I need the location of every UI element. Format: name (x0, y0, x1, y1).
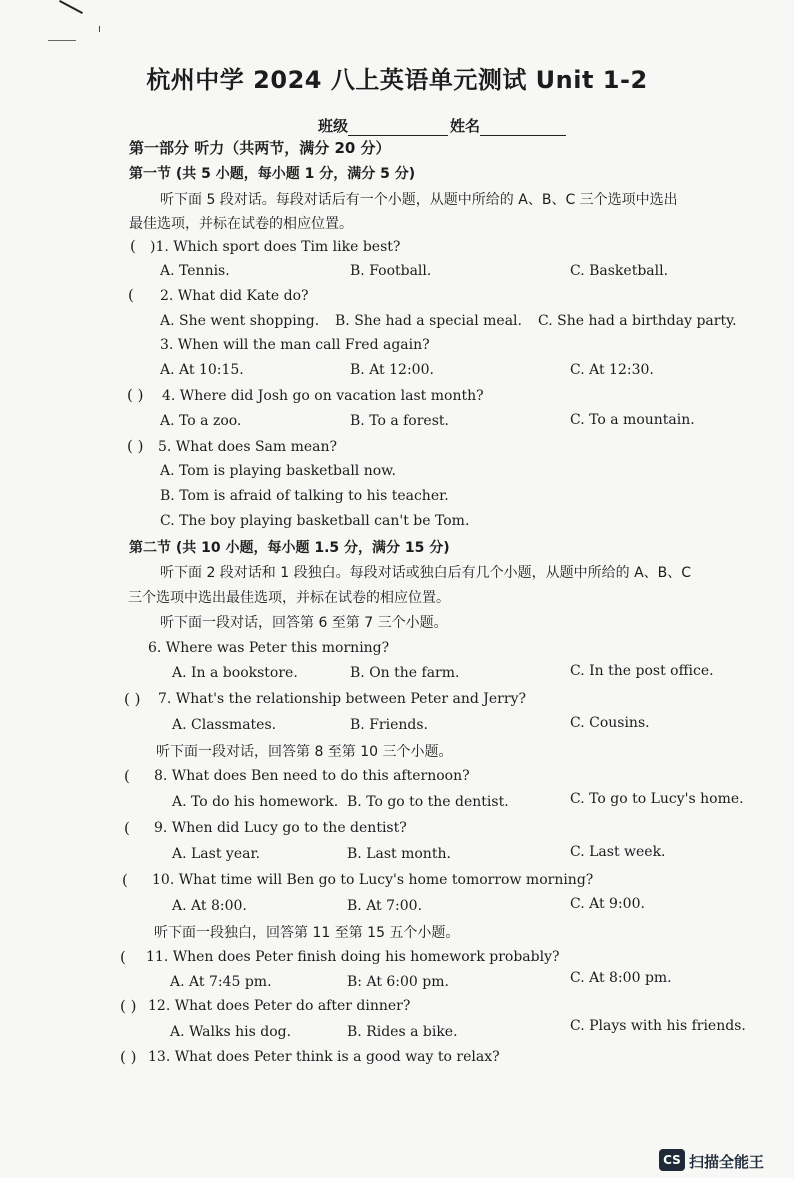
answer-paren[interactable]: ( (128, 286, 134, 304)
section1-instruction-1: 听下面 5 段对话。每段对话后有一个小题，从题中所给的 A、B、C 三个选项中选出 (160, 192, 678, 208)
question-4: 4. Where did Josh go on vacation last month? (162, 388, 484, 404)
dialog2-note: 听下面一段对话，回答第 8 至第 10 三个小题。 (156, 744, 453, 760)
q4-option-a: A. To a zoo. (160, 413, 242, 429)
q12-option-a: A. Walks his dog. (170, 1024, 292, 1040)
name-blank[interactable] (480, 119, 566, 136)
question-8: 8. What does Ben need to do this afternoon? (154, 768, 470, 784)
section1-instruction-2: 最佳选项，并标在试卷的相应位置。 (129, 216, 353, 232)
camscanner-logo-icon: CS (659, 1149, 685, 1171)
q1-option-a: A. Tennis. (160, 263, 230, 279)
q5-option-c: C. The boy playing basketball can't be Tom. (160, 513, 470, 529)
q1-option-b: B. Football. (350, 263, 432, 279)
q5-option-a: A. Tom is playing basketball now. (160, 463, 396, 479)
question-11: 11. When does Peter finish doing his homework probably? (146, 949, 560, 965)
answer-paren[interactable]: ( (122, 871, 128, 889)
answer-paren[interactable]: ( ) (120, 1048, 137, 1066)
dialog1-note: 听下面一段对话，回答第 6 至第 7 三个小题。 (160, 615, 448, 631)
q8-option-b: B. To go to the dentist. (347, 794, 509, 810)
answer-paren[interactable]: ( (120, 948, 126, 966)
answer-paren[interactable]: ( (130, 237, 136, 255)
scanner-app-name: 扫描全能王 (689, 1153, 765, 1171)
q5-option-b: B. Tom is afraid of talking to his teacher. (160, 488, 449, 504)
q2-option-c: C. She had a birthday party. (538, 313, 737, 329)
question-6: 6. Where was Peter this morning? (148, 640, 390, 656)
q10-option-a: A. At 8:00. (172, 898, 247, 914)
q8-option-c: C. To go to Lucy's home. (570, 791, 744, 807)
answer-paren[interactable]: ( ) (120, 997, 137, 1015)
q9-option-c: C. Last week. (570, 844, 666, 860)
question-3: 3. When will the man call Fred again? (160, 337, 430, 353)
question-9: 9. When did Lucy go to the dentist? (154, 820, 407, 836)
q2-option-b: B. She had a special meal. (335, 313, 522, 329)
q6-option-a: A. In a bookstore. (172, 665, 298, 681)
q4-option-b: B. To a forest. (350, 413, 449, 429)
q11-option-c: C. At 8:00 pm. (570, 970, 672, 986)
exam-title: 杭州中学 2024 八上英语单元测试 Unit 1-2 (146, 66, 648, 94)
q12-option-c: C. Plays with his friends. (570, 1018, 746, 1034)
q3-option-b: B. At 12:00. (350, 362, 434, 378)
scan-artifact (59, 0, 83, 14)
section2-title: 第二节 (共 10 小题，每小题 1.5 分，满分 15 分) (129, 540, 450, 556)
answer-paren[interactable]: ( (124, 767, 130, 785)
q9-option-a: A. Last year. (172, 846, 261, 862)
q6-option-c: C. In the post office. (570, 663, 714, 679)
class-label: 班级 (318, 117, 349, 135)
q1-option-c: C. Basketball. (570, 263, 669, 279)
q6-option-b: B. On the farm. (350, 665, 460, 681)
q11-option-a: A. At 7:45 pm. (170, 974, 272, 990)
section1-title: 第一节 (共 5 小题，每小题 1 分，满分 5 分) (129, 166, 416, 182)
q3-option-c: C. At 12:30. (570, 362, 654, 378)
q8-option-a: A. To do his homework. (172, 794, 339, 810)
q12-option-b: B. Rides a bike. (347, 1024, 458, 1040)
question-10: 10. What time will Ben go to Lucy's home tomorrow morning? (152, 872, 594, 888)
question-5: 5. What does Sam mean? (158, 439, 338, 455)
q10-option-c: C. At 9:00. (570, 896, 645, 912)
section2-instruction-2: 三个选项中选出最佳选项，并标在试卷的相应位置。 (128, 590, 450, 606)
answer-paren[interactable]: ( ) (127, 437, 144, 455)
q7-option-b: B. Friends. (350, 717, 428, 733)
scan-artifact (48, 40, 76, 41)
q3-option-a: A. At 10:15. (160, 362, 244, 378)
q7-option-a: A. Classmates. (172, 717, 277, 733)
q11-option-b: B: At 6:00 pm. (347, 974, 449, 990)
name-label: 姓名 (450, 117, 481, 135)
answer-paren[interactable]: ( ) (127, 386, 144, 404)
class-blank[interactable] (348, 119, 448, 136)
part1-title: 第一部分 听力（共两节，满分 20 分） (129, 139, 391, 157)
q10-option-b: B. At 7:00. (347, 898, 423, 914)
monologue-note: 听下面一段独白，回答第 11 至第 15 五个小题。 (154, 925, 460, 941)
question-1: )1. Which sport does Tim like best? (150, 239, 401, 255)
q9-option-b: B. Last month. (347, 846, 451, 862)
q2-option-a: A. She went shopping. (160, 313, 320, 329)
q4-option-c: C. To a mountain. (570, 412, 695, 428)
scan-artifact (99, 26, 100, 32)
answer-paren[interactable]: ( (124, 819, 130, 837)
question-13: 13. What does Peter think is a good way to relax? (148, 1049, 500, 1065)
question-12: 12. What does Peter do after dinner? (148, 998, 411, 1014)
q7-option-c: C. Cousins. (570, 715, 650, 731)
class-name-line (318, 115, 566, 136)
answer-paren[interactable]: ( ) (124, 690, 141, 708)
question-2: 2. What did Kate do? (160, 288, 309, 304)
question-7: 7. What's the relationship between Peter and Jerry? (158, 691, 526, 707)
section2-instruction-1: 听下面 2 段对话和 1 段独白。每段对话或独白后有几个小题，从题中所给的 A、B、C (160, 565, 692, 581)
